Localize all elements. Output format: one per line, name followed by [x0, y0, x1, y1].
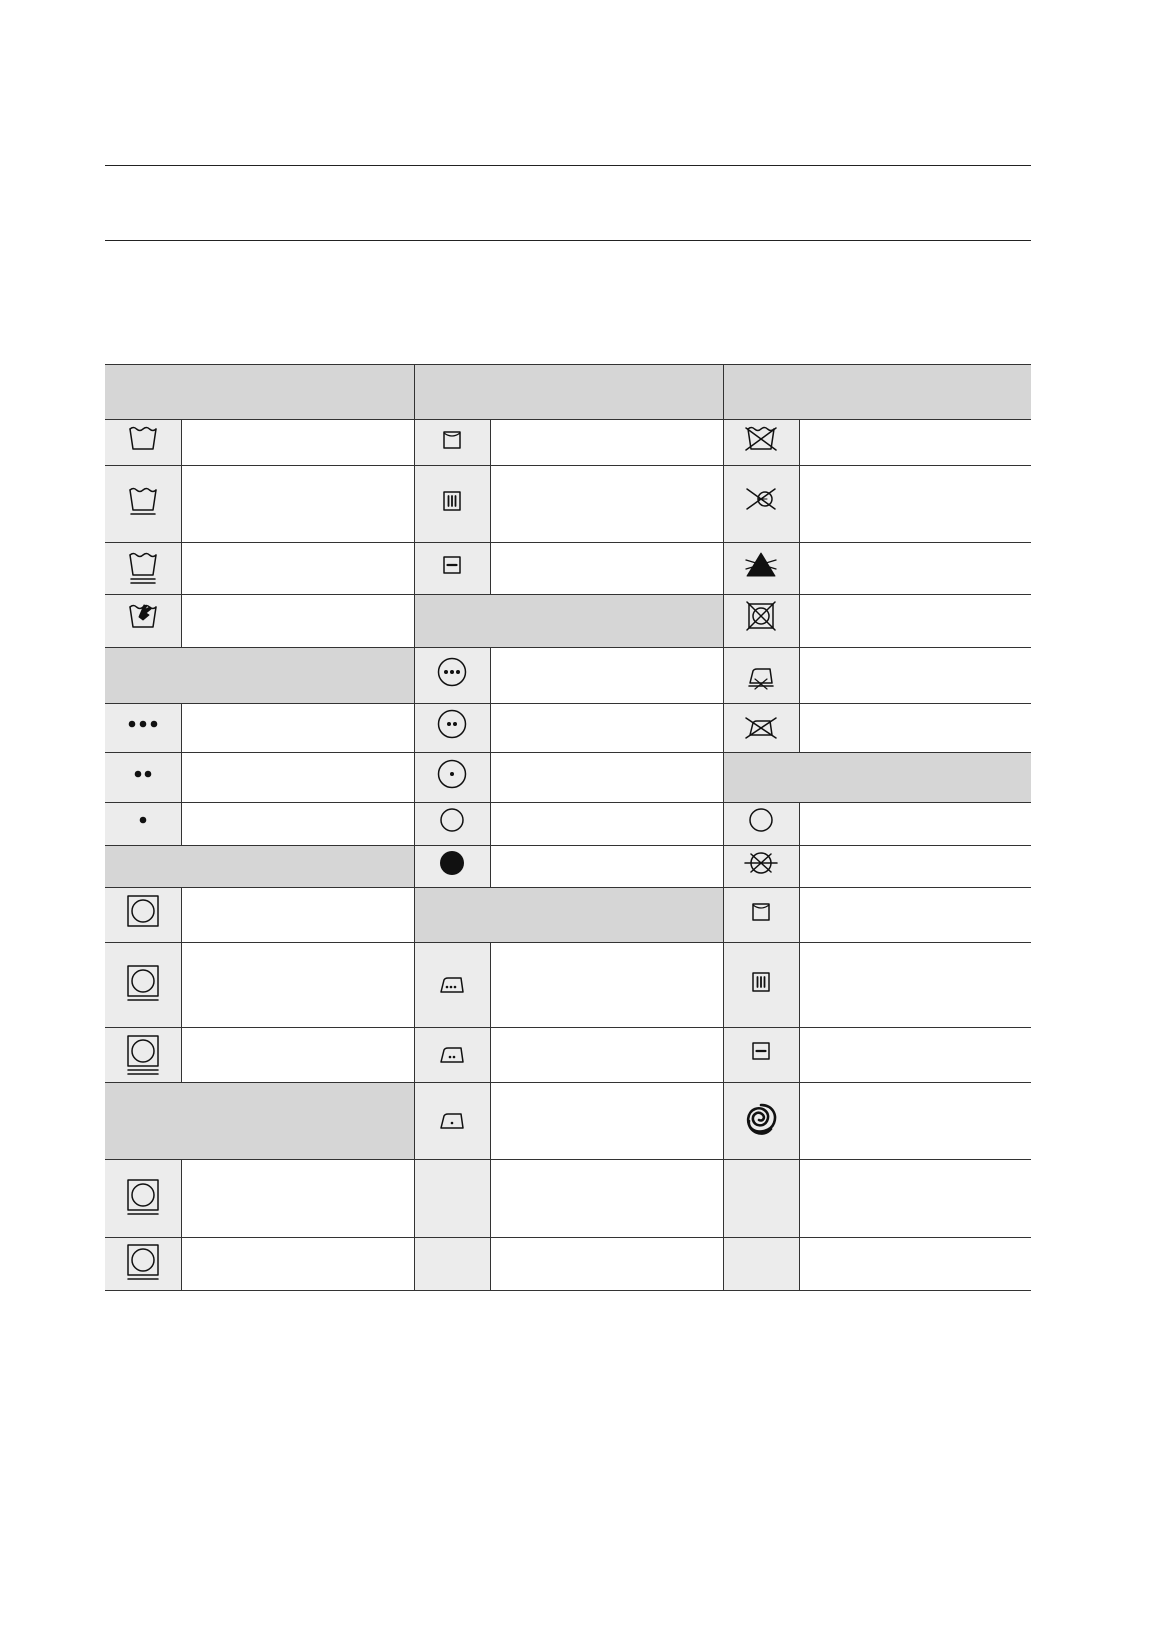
- table-row: [105, 466, 1031, 543]
- symbol-cell: [105, 420, 181, 466]
- symbol-description: [181, 943, 414, 1028]
- dry-clean-gentle-icon: [123, 965, 163, 1005]
- symbol-cell: [723, 1160, 799, 1238]
- section-heading: [105, 648, 414, 704]
- symbol-cell: [414, 943, 490, 1028]
- symbol-description: [181, 1160, 414, 1238]
- symbol-description: [799, 846, 1031, 888]
- symbol-cell: [105, 543, 181, 595]
- symbol-description: [490, 420, 723, 466]
- page-title: [105, 180, 1031, 220]
- tumble-dry-low-icon: [432, 758, 472, 798]
- table-row: [105, 1083, 1031, 1160]
- symbol-cell: [105, 753, 181, 803]
- symbol-description: [799, 943, 1031, 1028]
- symbol-description: [490, 1160, 723, 1238]
- tumble-dry-high-icon: [432, 656, 472, 696]
- do-not-bleach-icon: [741, 549, 781, 589]
- symbol-description: [490, 846, 723, 888]
- symbol-description: [799, 888, 1031, 943]
- symbol-cell: [723, 704, 799, 753]
- symbol-description: [181, 420, 414, 466]
- table-row: [105, 888, 1031, 943]
- symbol-cell: [723, 1083, 799, 1160]
- symbol-cell: [723, 803, 799, 846]
- symbol-description: [799, 595, 1031, 648]
- tumble-dry-medium-icon: [432, 708, 472, 748]
- table-row: [105, 595, 1031, 648]
- symbol-cell: [723, 1028, 799, 1083]
- symbol-description: [490, 753, 723, 803]
- iron-high-icon: [432, 965, 472, 1005]
- wash-basin-icon: [123, 423, 163, 463]
- table-row: [105, 1238, 1031, 1291]
- symbol-cell: [414, 543, 490, 595]
- symbol-description: [490, 704, 723, 753]
- symbol-cell: [723, 846, 799, 888]
- table-row: [105, 648, 1031, 704]
- symbol-cell: [723, 943, 799, 1028]
- drip-dry-icon: [741, 965, 781, 1005]
- symbol-description: [490, 466, 723, 543]
- dry-flat-icon: [741, 1035, 781, 1075]
- symbol-cell: [414, 1083, 490, 1160]
- table-row: [105, 943, 1031, 1028]
- symbol-cell: [414, 648, 490, 704]
- do-not-tumble-dry-icon: [741, 601, 781, 641]
- symbol-description: [799, 1083, 1031, 1160]
- do-not-wring-icon: [741, 847, 781, 887]
- dry-clean-very-gentle-icon: [123, 1035, 163, 1075]
- symbol-cell: [723, 888, 799, 943]
- iron-medium-icon: [432, 1035, 472, 1075]
- symbol-description: [799, 704, 1031, 753]
- table-row: [105, 1160, 1031, 1238]
- table-row: [105, 803, 1031, 846]
- do-not-wash-icon: [741, 423, 781, 463]
- table-row: [105, 1028, 1031, 1083]
- symbol-description: [181, 888, 414, 943]
- symbol-description: [799, 1238, 1031, 1291]
- symbol-description: [799, 1028, 1031, 1083]
- symbol-cell: [414, 1028, 490, 1083]
- top-rule: [105, 165, 1031, 166]
- symbol-cell: [414, 466, 490, 543]
- dry-flat-icon: [432, 549, 472, 589]
- symbol-cell: [414, 704, 490, 753]
- symbol-cell: [414, 803, 490, 846]
- symbol-description: [490, 1083, 723, 1160]
- wool-mark-icon: [741, 1101, 781, 1141]
- symbol-cell: [105, 1238, 181, 1291]
- symbol-description: [799, 543, 1031, 595]
- symbol-description: [799, 466, 1031, 543]
- line-dry-icon: [741, 895, 781, 935]
- table-row: [105, 704, 1031, 753]
- symbol-cell: [414, 1160, 490, 1238]
- dry-clean-gentle-icon: [123, 1179, 163, 1219]
- symbol-description: [490, 648, 723, 704]
- section-heading: [414, 595, 723, 648]
- wash-basin-very-gentle-icon: [123, 549, 163, 589]
- symbol-description: [181, 753, 414, 803]
- one-dot-icon: [123, 804, 163, 844]
- symbol-description: [181, 1028, 414, 1083]
- tumble-dry-any-heat-icon: [432, 804, 472, 844]
- symbol-description: [799, 420, 1031, 466]
- bottom-rule: [105, 240, 1031, 241]
- symbol-description: [490, 543, 723, 595]
- symbol-cell: [105, 466, 181, 543]
- symbol-description: [490, 803, 723, 846]
- symbol-cell: [723, 595, 799, 648]
- tumble-dry-no-heat-icon: [432, 847, 472, 887]
- symbol-description: [181, 466, 414, 543]
- hand-wash-icon: [123, 601, 163, 641]
- column-header: [105, 365, 414, 420]
- symbol-cell: [414, 753, 490, 803]
- symbol-cell: [723, 1238, 799, 1291]
- symbol-description: [799, 648, 1031, 704]
- section-heading: [105, 1083, 414, 1160]
- symbol-description: [181, 1238, 414, 1291]
- symbol-description: [490, 1028, 723, 1083]
- table-row: [105, 543, 1031, 595]
- header-row: [105, 365, 1031, 420]
- care-symbol-table: [105, 364, 1031, 1291]
- symbol-description: [799, 803, 1031, 846]
- table-row: [105, 420, 1031, 466]
- do-not-dry-clean-icon: [741, 484, 781, 524]
- table-row: [105, 846, 1031, 888]
- table-row: [105, 753, 1031, 803]
- two-dots-icon: [123, 758, 163, 798]
- symbol-cell: [105, 803, 181, 846]
- do-not-iron-icon: [741, 708, 781, 748]
- symbol-cell: [414, 846, 490, 888]
- section-heading: [414, 888, 723, 943]
- symbol-cell: [105, 888, 181, 943]
- symbol-cell: [414, 420, 490, 466]
- do-not-steam-iron-icon: [741, 656, 781, 696]
- wash-basin-gentle-icon: [123, 484, 163, 524]
- symbol-description: [181, 543, 414, 595]
- drip-dry-icon: [432, 484, 472, 524]
- symbol-cell: [723, 466, 799, 543]
- symbol-cell: [105, 704, 181, 753]
- section-heading: [723, 753, 1031, 803]
- line-dry-icon: [432, 423, 472, 463]
- iron-low-icon: [432, 1101, 472, 1141]
- column-header: [723, 365, 1031, 420]
- symbol-description: [490, 943, 723, 1028]
- dry-clean-any-solvent-icon: [123, 895, 163, 935]
- symbol-description: [799, 1160, 1031, 1238]
- symbol-cell: [105, 1160, 181, 1238]
- symbol-cell: [105, 595, 181, 648]
- symbol-cell: [723, 543, 799, 595]
- symbol-description: [181, 803, 414, 846]
- section-heading: [105, 846, 414, 888]
- symbol-description: [181, 704, 414, 753]
- symbol-cell: [723, 648, 799, 704]
- circle-icon: [741, 804, 781, 844]
- symbol-description: [181, 595, 414, 648]
- dry-clean-gentle-icon: [123, 1244, 163, 1284]
- symbol-cell: [414, 1238, 490, 1291]
- three-dots-icon: [123, 708, 163, 748]
- symbol-cell: [105, 943, 181, 1028]
- symbol-description: [490, 1238, 723, 1291]
- symbol-cell: [723, 420, 799, 466]
- symbol-cell: [105, 1028, 181, 1083]
- column-header: [414, 365, 723, 420]
